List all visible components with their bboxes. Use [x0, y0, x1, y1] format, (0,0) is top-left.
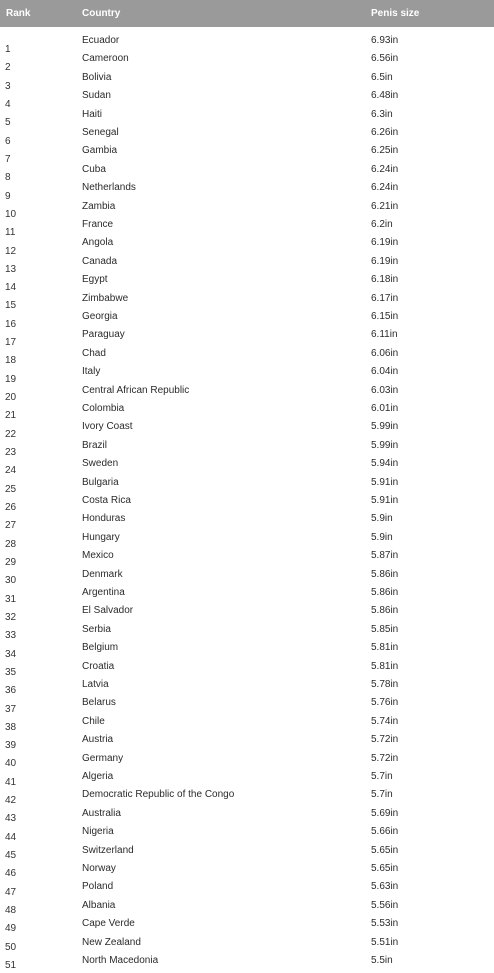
country-cell: Sudan	[82, 90, 111, 102]
country-cell: Netherlands	[82, 182, 136, 194]
country-cell: Honduras	[82, 513, 126, 525]
size-cell: 6.04in	[371, 366, 399, 378]
size-cell: 5.94in	[371, 458, 399, 470]
rank-cell: 27	[5, 520, 17, 532]
rank-cell: 21	[5, 410, 17, 422]
table-row	[0, 734, 494, 752]
table-row	[0, 329, 494, 347]
rank-cell: 18	[5, 355, 17, 367]
country-cell: El Salvador	[82, 605, 134, 617]
size-cell: 5.72in	[371, 752, 399, 764]
country-cell: Haiti	[82, 108, 103, 120]
country-cell: Italy	[82, 366, 101, 378]
rank-cell: 34	[5, 648, 17, 660]
country-cell: Chad	[82, 347, 106, 359]
table-row	[0, 513, 494, 531]
size-cell: 6.5in	[371, 71, 393, 83]
rank-cell: 29	[5, 556, 17, 568]
rank-cell: 24	[5, 465, 17, 477]
table-row	[0, 145, 494, 163]
country-cell: Croatia	[82, 660, 115, 672]
table-row	[0, 937, 494, 955]
size-cell: 6.25in	[371, 145, 399, 157]
table-row	[0, 826, 494, 844]
rank-cell: 19	[5, 373, 17, 385]
rank-cell: 50	[5, 941, 17, 953]
country-cell: Denmark	[82, 568, 123, 580]
table-row	[0, 72, 494, 90]
table-row	[0, 385, 494, 403]
country-cell: Ecuador	[82, 35, 120, 46]
rank-cell: 35	[5, 666, 17, 678]
size-cell: 5.81in	[371, 642, 399, 654]
country-cell: France	[82, 219, 114, 230]
size-cell: 6.21in	[371, 200, 399, 212]
country-cell: Gambia	[82, 145, 118, 157]
country-cell: Bolivia	[82, 71, 112, 83]
size-cell: 5.91in	[371, 476, 399, 488]
country-cell: Serbia	[82, 623, 111, 635]
rank-cell: 44	[5, 831, 17, 843]
rank-cell: 7	[5, 153, 11, 165]
size-cell: 5.99in	[371, 439, 399, 451]
rank-cell: 41	[5, 776, 17, 788]
country-cell: Canada	[82, 255, 118, 267]
table-row	[0, 900, 494, 918]
rank-cell: 36	[5, 685, 17, 697]
rank-cell: 43	[5, 813, 17, 825]
size-cell: 6.26in	[371, 127, 399, 138]
size-cell: 5.86in	[371, 568, 399, 580]
size-cell: 5.86in	[371, 605, 399, 617]
size-cell: 5.86in	[371, 587, 399, 598]
table-row	[0, 495, 494, 513]
size-cell: 5.74in	[371, 715, 399, 727]
rank-cell: 49	[5, 923, 17, 935]
size-cell: 6.48in	[371, 90, 399, 102]
rank-cell: 9	[5, 190, 11, 202]
size-cell: 5.72in	[371, 734, 399, 746]
country-cell: Zimbabwe	[82, 292, 129, 304]
country-cell: Cameroon	[82, 53, 129, 65]
country-cell: Switzerland	[82, 844, 134, 856]
table-row	[0, 293, 494, 311]
country-cell: Austria	[82, 734, 114, 746]
rank-cell: 51	[5, 960, 17, 971]
size-cell: 6.17in	[371, 292, 399, 304]
table-row	[0, 440, 494, 458]
country-cell: Colombia	[82, 403, 125, 414]
size-cell: 5.78in	[371, 679, 399, 690]
table-row	[0, 35, 494, 53]
country-cell: Albania	[82, 899, 116, 911]
rank-cell: 4	[5, 98, 11, 110]
size-cell: 6.24in	[371, 163, 399, 175]
rank-cell: 17	[5, 337, 17, 349]
rank-column-header: Rank	[6, 8, 31, 19]
size-cell: 5.85in	[371, 623, 399, 635]
size-cell: 5.81in	[371, 660, 399, 672]
size-cell: 6.24in	[371, 182, 399, 194]
size-cell: 6.15in	[371, 311, 399, 322]
size-cell: 5.7in	[371, 771, 393, 782]
size-cell: 5.9in	[371, 513, 393, 525]
country-cell: Latvia	[82, 679, 109, 690]
country-cell: Brazil	[82, 439, 108, 451]
size-cell: 6.01in	[371, 403, 399, 414]
table-row	[0, 918, 494, 936]
rank-cell: 2	[5, 62, 11, 74]
table-header	[0, 0, 494, 27]
country-cell: Paraguay	[82, 329, 125, 341]
country-cell: New Zealand	[82, 936, 141, 948]
country-cell: Angola	[82, 237, 114, 249]
table-row	[0, 624, 494, 642]
rank-cell: 38	[5, 721, 17, 733]
table-row	[0, 569, 494, 587]
country-cell: Germany	[82, 752, 124, 764]
country-cell: Belarus	[82, 697, 116, 709]
country-cell: Cape Verde	[82, 918, 135, 930]
table-row	[0, 348, 494, 366]
table-row	[0, 201, 494, 219]
size-cell: 5.9in	[371, 531, 393, 543]
country-cell: Algeria	[82, 771, 114, 782]
rank-cell: 10	[5, 208, 17, 220]
size-cell: 6.03in	[371, 384, 399, 396]
country-cell: Chile	[82, 715, 105, 727]
size-cell: 6.2in	[371, 219, 393, 230]
size-cell: 5.87in	[371, 550, 399, 562]
country-cell: Zambia	[82, 200, 116, 212]
country-cell: Poland	[82, 881, 114, 893]
size-cell: 6.93in	[371, 35, 399, 46]
table-row	[0, 550, 494, 568]
table-row	[0, 182, 494, 200]
size-column-header: Penis size	[371, 8, 420, 19]
rank-cell: 13	[5, 263, 17, 275]
country-cell: Costa Rica	[82, 495, 131, 506]
country-cell: Central African Republic	[82, 384, 190, 396]
table-row	[0, 421, 494, 439]
table-row	[0, 237, 494, 255]
rank-cell: 28	[5, 538, 17, 550]
country-cell: Norway	[82, 863, 116, 874]
table-row	[0, 863, 494, 881]
table-row	[0, 753, 494, 771]
rank-cell: 20	[5, 392, 17, 404]
table-row	[0, 697, 494, 715]
size-cell: 5.66in	[371, 826, 399, 838]
size-cell: 5.99in	[371, 421, 399, 433]
rank-cell: 30	[5, 575, 17, 587]
size-cell: 5.91in	[371, 495, 399, 506]
country-cell: Democratic Republic of the Congo	[82, 789, 235, 801]
country-cell: Mexico	[82, 550, 114, 562]
country-cell: Cuba	[82, 163, 106, 175]
size-cell: 6.3in	[371, 108, 393, 120]
rank-cell: 16	[5, 318, 17, 330]
size-cell: 6.19in	[371, 255, 399, 267]
rank-cell: 32	[5, 611, 17, 623]
table-row	[0, 771, 494, 789]
size-cell: 5.5in	[371, 955, 393, 966]
rank-cell: 37	[5, 703, 17, 715]
table-row	[0, 366, 494, 384]
table-row	[0, 127, 494, 145]
rank-cell: 22	[5, 428, 17, 440]
size-cell: 5.65in	[371, 844, 399, 856]
table-row	[0, 679, 494, 697]
size-cell: 6.06in	[371, 347, 399, 359]
table-row	[0, 164, 494, 182]
rank-cell: 48	[5, 905, 17, 917]
rank-cell: 25	[5, 483, 17, 495]
rank-cell: 45	[5, 850, 17, 862]
rank-cell: 5	[5, 117, 11, 129]
country-cell: Georgia	[82, 311, 118, 322]
table-row	[0, 789, 494, 807]
rank-cell: 46	[5, 868, 17, 880]
country-cell: Egypt	[82, 274, 108, 286]
country-cell: Senegal	[82, 127, 119, 138]
rank-cell: 26	[5, 502, 17, 513]
table-row	[0, 845, 494, 863]
size-cell: 6.19in	[371, 237, 399, 249]
rank-cell: 3	[5, 80, 11, 92]
table-row	[0, 458, 494, 476]
rank-cell: 47	[5, 886, 17, 898]
size-cell: 6.11in	[371, 329, 398, 341]
size-cell: 5.76in	[371, 697, 399, 709]
rank-cell: 33	[5, 630, 17, 642]
country-column-header: Country	[82, 8, 121, 19]
table-row	[0, 955, 494, 973]
size-cell: 6.56in	[371, 53, 399, 65]
country-cell: North Macedonia	[82, 955, 159, 966]
size-cell: 5.65in	[371, 863, 399, 874]
rank-cell: 6	[5, 135, 11, 147]
table-row	[0, 219, 494, 237]
country-cell: Argentina	[82, 587, 125, 598]
table-row	[0, 477, 494, 495]
rank-cell: 31	[5, 593, 17, 605]
size-cell: 5.69in	[371, 807, 399, 819]
country-cell: Belgium	[82, 642, 119, 654]
table-row	[0, 716, 494, 734]
size-cell: 5.7in	[371, 789, 393, 801]
rank-cell: 15	[5, 300, 17, 312]
country-cell: Sweden	[82, 458, 119, 470]
rank-cell: 23	[5, 447, 17, 459]
table-row	[0, 403, 494, 421]
table-row	[0, 661, 494, 679]
table-row	[0, 642, 494, 660]
country-cell: Nigeria	[82, 826, 114, 838]
rank-cell: 8	[5, 172, 11, 184]
table-row	[0, 53, 494, 74]
size-cell: 5.56in	[371, 899, 399, 911]
rank-cell: 40	[5, 758, 17, 770]
table-row	[0, 881, 494, 899]
table-row	[0, 274, 494, 292]
table-row	[0, 311, 494, 329]
rank-cell: 14	[5, 282, 17, 294]
table-row	[0, 605, 494, 623]
size-cell: 5.51in	[371, 936, 399, 948]
rank-cell: 39	[5, 740, 17, 752]
table-row	[0, 109, 494, 127]
rank-cell: 12	[5, 245, 17, 257]
table-row	[0, 532, 494, 550]
country-cell: Australia	[82, 807, 121, 819]
country-cell: Ivory Coast	[82, 421, 133, 433]
size-cell: 5.53in	[371, 918, 399, 930]
country-cell: Bulgaria	[82, 476, 119, 488]
country-cell: Hungary	[82, 531, 120, 543]
size-cell: 6.18in	[371, 274, 399, 286]
table-row	[0, 808, 494, 826]
rank-cell: 11	[5, 227, 16, 239]
table-row	[0, 587, 494, 605]
table-row	[0, 90, 494, 108]
rank-cell: 1	[5, 44, 11, 55]
table-row	[0, 256, 494, 274]
size-cell: 5.63in	[371, 881, 399, 893]
rank-cell: 42	[5, 795, 17, 807]
